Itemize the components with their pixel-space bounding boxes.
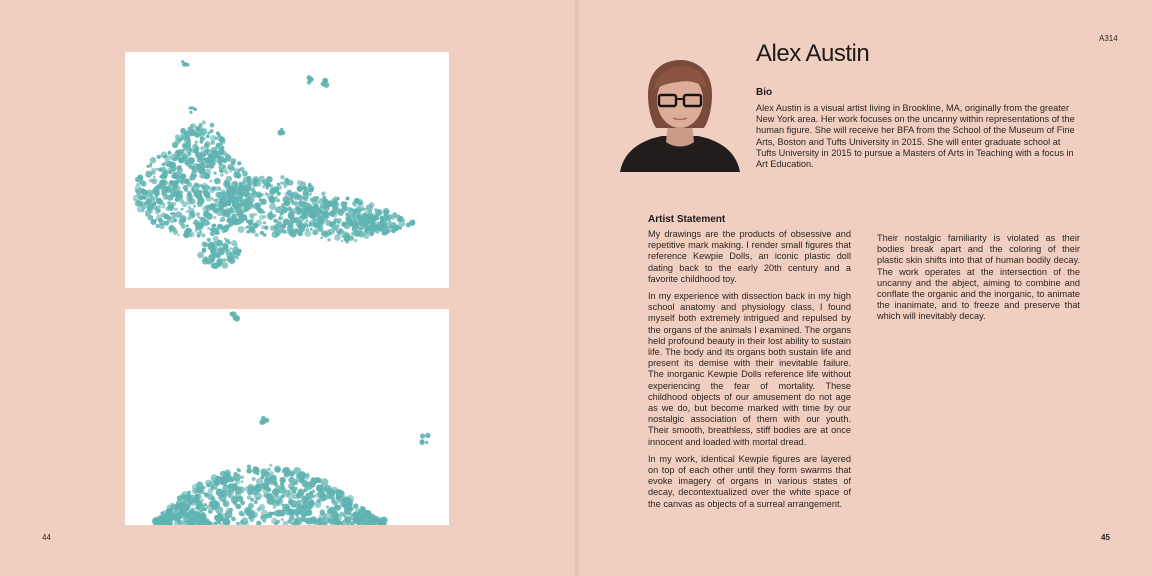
statement-paragraph: My drawings are the products of obsessive and repetitive mark making. I render small figures that reference Kewpie Dolls, an iconic plastic doll dating back to the early 20th century and a favorite childhood toy. bbox=[648, 229, 851, 284]
artwork-swarm-top bbox=[125, 52, 449, 288]
artist-name: Alex Austin bbox=[756, 40, 870, 67]
bio-heading: Bio bbox=[756, 87, 773, 98]
statement-column-left bbox=[648, 229, 851, 516]
bio-text: Alex Austin is a visual artist living in Brookline, MA, originally from the greater New York area. Her work focuses on the uncanny within representations of the human figure. She will receive her BFA from the School of the Museum of Fine Arts, Boston and Tufts University in 2015. She will enter graduate school at Tufts University in 2015 to pursue a Masters of Arts in Teaching with a focus in Art Education. bbox=[756, 103, 1075, 170]
book-gutter bbox=[574, 0, 580, 576]
statement-paragraph: In my work, identical Kewpie figures are layered on top of each other until they form swarms that evoke imagery of organs in various states of decay, decontextualized over the white space of the canvas as objects of a surreal arrangement. bbox=[648, 453, 851, 509]
page-number-right: 45 bbox=[1101, 533, 1110, 542]
artist-portrait bbox=[618, 52, 742, 172]
artwork-swarm-bottom bbox=[125, 309, 449, 525]
page-code: A314 bbox=[1099, 34, 1118, 43]
statement-column-right bbox=[877, 233, 1080, 329]
statement-paragraph: Their nostalgic familiarity is violated as their bodies break apart and the coloring of their plastic skin shifts into that of human bodily decay. The work operates at the intersection of the uncanny and the abject, aiming to combine and conflate the organic and the inorganic, to animate the inanimate, and to freeze and preserve that which will inevitably decay. bbox=[877, 233, 1080, 322]
statement-heading: Artist Statement bbox=[648, 214, 726, 225]
page-number-left: 44 bbox=[42, 533, 51, 542]
statement-paragraph: In my experience with dissection back in my high school anatomy and physiology class, I found myself both extremely intrigued and repulsed by the organs of the animals I examined. The organs held profound beauty in their lost ability to sustain life. The body and its organs both sustain life and present its demise with their inevitable failure. The inorganic Kewpie Dolls reference life without experiencing the fear of mortality. These childhood objects of our amusement do not age as we do, but become marked with time by our nostalgic association of them with our youth. Their smooth, breathless, stiff bodies are at once innocent and loaded with mortal dread. bbox=[648, 291, 851, 447]
